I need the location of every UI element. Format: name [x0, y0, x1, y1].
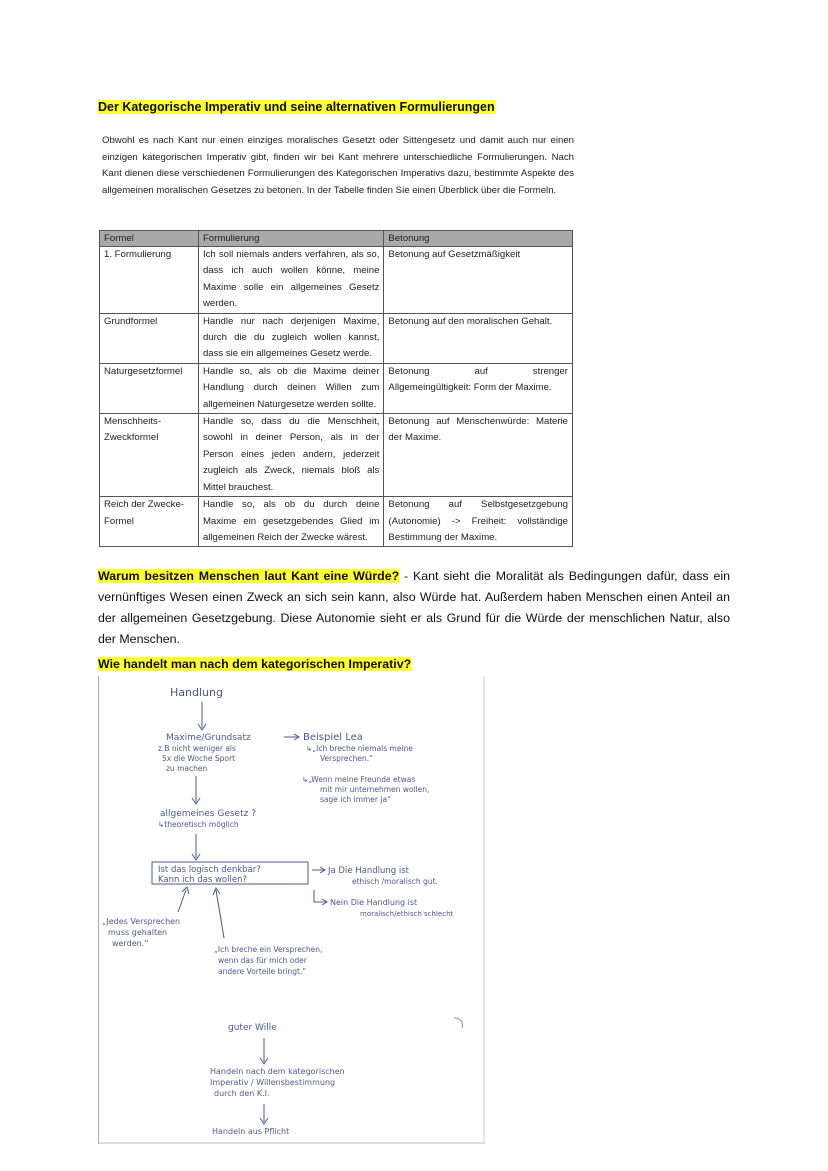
- cell-formel: Reich der Zwecke-Formel: [100, 497, 199, 547]
- diagram-maxime-example: zu machen: [166, 764, 208, 773]
- question-wuerde-heading: Warum besitzen Menschen laut Kant eine Würde?: [98, 569, 400, 583]
- diagram-gesetz-sub: ↳theoretisch möglich: [158, 820, 239, 829]
- diagram-beispiel-line: ↳„Ich breche niemals meine: [306, 744, 413, 753]
- cell-betonung: Betonung auf Menschenwürde: Materie der Maxime.: [384, 414, 573, 497]
- cell-formel: 1. Formulierung: [100, 247, 199, 314]
- diagram-pflicht: Handeln aus Pflicht: [212, 1127, 290, 1136]
- cell-formel: Grundformel: [100, 313, 199, 363]
- diagram-left-quote: werden.“: [112, 939, 149, 948]
- page-title: Der Kategorische Imperativ und seine alternativen Formulierungen: [98, 100, 495, 114]
- handwritten-diagram: [98, 676, 486, 1144]
- diagram-guter-wille: guter Wille: [228, 1023, 277, 1033]
- formulas-table: [99, 230, 573, 547]
- header-betonung: Betonung: [384, 231, 573, 247]
- table-row: [100, 414, 573, 497]
- intro-paragraph: Obwohl es nach Kant nur einen einziges moralisches Gesetzt oder Sittengesetz und damit auch nur einen einzigen kategorischen Imperativ gibt, finden wir bei Kant mehrere unterschiedliche Formulierungen. Nach Kant dienen diese verschiedenen Formulierungen des Kategorischen Imperativs dazu, bestimmte Aspekte des allgemeinen moralischen Gesetzes zu betonen. In der Tabelle finden Sie einen Überblick über die Formeln.: [102, 135, 574, 196]
- header-formel: Formel: [100, 231, 199, 247]
- table-header-row: [100, 231, 573, 247]
- question-handeln-heading: Wie handelt man nach dem kategorischen Imperativ?: [98, 657, 412, 671]
- cell-formulierung: Handle so, als ob die Maxime deiner Handlung durch deinen Willen zum allgemeinen Naturgesetze werden sollte.: [198, 363, 383, 413]
- cell-betonung: Betonung auf Gesetzmäßigkeit: [384, 247, 573, 314]
- cell-betonung: Betonung auf den moralischen Gehalt.: [384, 313, 573, 363]
- question-wuerde-answer: - Kant sieht die Moralität als Bedingungen dafür, dass ein vernünftiges Wesen einen Zweck an sich sein kann, also Würde hat. Außerdem haben Menschen einen Anteil an der allgemeinen Gesetzgebung. Diese Autonomie sieht er als Grund für die Würde der menschlichen Natur, also der Menschen.: [98, 569, 730, 646]
- cell-formulierung: Ich soll niemals anders verfahren, als so, dass ich auch wollen könne, meine Maxime solle ein allgemeines Gesetz werden.: [198, 247, 383, 314]
- table-row: [100, 497, 573, 547]
- table-row: [100, 247, 573, 314]
- table-row: [100, 313, 573, 363]
- cell-formulierung: Handle nur nach derjenigen Maxime, durch die du zugleich wollen kannst, dass sie ein allgemeines Gesetz werde.: [198, 313, 383, 363]
- diagram-handeln: Imperativ / Willensbestimmung: [210, 1078, 336, 1087]
- question-wuerde: [98, 566, 730, 650]
- diagram-maxime: Maxime/Grundsatz: [166, 733, 251, 743]
- diagram-maxime-example: z.B nicht weniger als: [158, 744, 236, 753]
- cell-formel: Naturgesetzformel: [100, 363, 199, 413]
- diagram-gesetz: allgemeines Gesetz ?: [160, 809, 256, 819]
- cell-betonung: Betonung auf Selbstgesetzgebung (Autonomie) -> Freiheit: vollständige Bestimmung der Maxime.: [384, 497, 573, 547]
- diagram-box-line: Kann ich das wollen?: [158, 875, 247, 885]
- diagram-mid-quote: „Ich breche ein Versprechen,: [214, 945, 323, 954]
- diagram-ja-sub: ethisch /moralisch gut.: [352, 877, 438, 886]
- diagram-box-line: Ist das logisch denkbar?: [158, 865, 261, 875]
- diagram-beispiel-line: mit mir unternehmen wollen,: [320, 785, 430, 794]
- diagram-beispiel: Beispiel Lea: [303, 732, 363, 743]
- table-row: [100, 363, 573, 413]
- cell-formulierung: Handle so, als ob du durch deine Maxime ein gesetzgebendes Glied im allgemeinen Reich der Zwecke wärest.: [198, 497, 383, 547]
- cell-formel: Menschheits-Zweckformel: [100, 414, 199, 497]
- stray-mark: [454, 1018, 463, 1028]
- arrow-line: [216, 890, 224, 938]
- diagram-mid-quote: wenn das für mich oder: [218, 956, 307, 965]
- diagram-beispiel-line: ↳„Wenn meine Freunde etwas: [302, 775, 416, 784]
- diagram-beispiel-line: sage ich immer ja“: [320, 795, 391, 804]
- diagram-left-quote: muss gehalten: [108, 928, 168, 937]
- diagram-beispiel-line: Versprechen.“: [320, 754, 373, 763]
- cell-formulierung: Handle so, dass du die Menschheit, sowohl in deiner Person, als in der Person eines jeden andern, jederzeit zugleich als Zweck, niemals bloß als Mittel brauchest.: [198, 414, 383, 497]
- cell-betonung: Betonung auf strenger Allgemeingültigkeit: Form der Maxime.: [384, 363, 573, 413]
- diagram-handeln: durch den K.I.: [214, 1089, 270, 1098]
- diagram-nein-sub: moralisch/ethisch schlecht: [360, 910, 454, 918]
- diagram-maxime-example: 5x die Woche Sport: [162, 754, 236, 763]
- diagram-nein: Nein Die Handlung ist: [330, 898, 418, 907]
- diagram-handeln: Handeln nach dem kategorischen: [210, 1067, 345, 1076]
- diagram-mid-quote: andere Vorteile bringt.“: [218, 967, 307, 976]
- diagram-left-quote: „Jedes Versprechen: [102, 917, 181, 926]
- arrow-line: [178, 890, 186, 912]
- header-formulierung: Formulierung: [198, 231, 383, 247]
- diagram-ja: Ja Die Handlung ist: [328, 866, 409, 876]
- diagram-handlung: Handlung: [170, 686, 223, 699]
